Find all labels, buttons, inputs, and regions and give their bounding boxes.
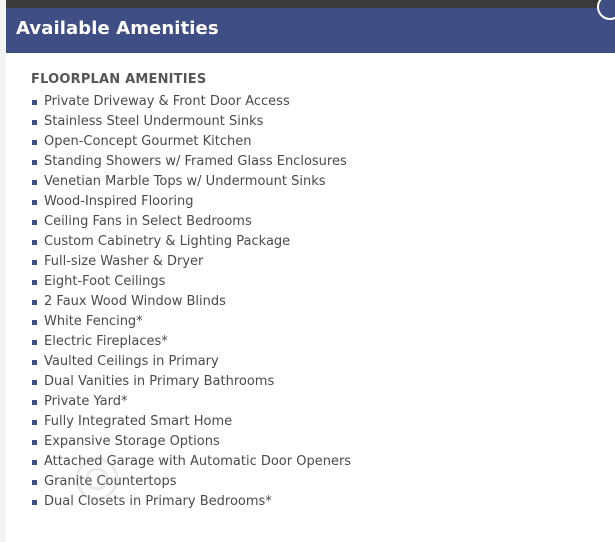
amenity-label: Dual Closets in Primary Bedrooms* — [44, 494, 272, 509]
modal-title: Available Amenities — [16, 18, 219, 39]
amenity-label: Stainless Steel Undermount Sinks — [44, 114, 264, 129]
square-bullet-icon — [32, 320, 37, 325]
amenity-item — [31, 112, 601, 132]
square-bullet-icon — [32, 500, 37, 505]
square-bullet-icon — [32, 180, 37, 185]
amenity-label: Full-size Washer & Dryer — [44, 254, 204, 269]
modal-body — [31, 72, 601, 512]
square-bullet-icon — [32, 400, 37, 405]
amenity-label: Eight-Foot Ceilings — [44, 274, 166, 289]
square-bullet-icon — [32, 220, 37, 225]
amenity-label: White Fencing* — [44, 314, 143, 329]
square-bullet-icon — [32, 200, 37, 205]
amenity-label: Granite Countertops — [44, 474, 177, 489]
square-bullet-icon — [32, 300, 37, 305]
square-bullet-icon — [32, 160, 37, 165]
amenity-item — [31, 292, 601, 312]
watermark-logo — [54, 454, 140, 504]
amenity-item — [31, 172, 601, 192]
amenity-item — [31, 92, 601, 112]
amenity-label: Dual Vanities in Primary Bathrooms — [44, 374, 275, 389]
square-bullet-icon — [32, 480, 37, 485]
square-bullet-icon — [32, 360, 37, 365]
amenity-item — [31, 252, 601, 272]
amenity-label: Attached Garage with Automatic Door Openers — [44, 454, 352, 469]
amenity-item — [31, 232, 601, 252]
amenity-label: 2 Faux Wood Window Blinds — [44, 294, 226, 309]
amenity-label: Electric Fireplaces* — [44, 334, 168, 349]
square-bullet-icon — [32, 260, 37, 265]
modal-header — [6, 8, 615, 53]
square-bullet-icon — [32, 240, 37, 245]
amenity-item — [31, 392, 601, 412]
square-bullet-icon — [32, 440, 37, 445]
amenity-label: Private Yard* — [44, 394, 128, 409]
amenity-item — [31, 192, 601, 212]
square-bullet-icon — [32, 140, 37, 145]
amenity-label: Venetian Marble Tops w/ Undermount Sinks — [44, 174, 326, 189]
amenity-label: Ceiling Fans in Select Bedrooms — [44, 214, 252, 229]
amenity-item — [31, 212, 601, 232]
amenity-label: Private Driveway & Front Door Access — [44, 94, 290, 109]
amenity-item — [31, 152, 601, 172]
amenity-item — [31, 372, 601, 392]
square-bullet-icon — [32, 120, 37, 125]
amenity-item — [31, 272, 601, 292]
amenity-label: Vaulted Ceilings in Primary — [44, 354, 219, 369]
amenity-label: Open-Concept Gourmet Kitchen — [44, 134, 252, 149]
amenity-label: Standing Showers w/ Framed Glass Enclosures — [44, 154, 347, 169]
square-bullet-icon — [32, 420, 37, 425]
amenity-item — [31, 432, 601, 452]
amenity-item — [31, 312, 601, 332]
amenity-item — [31, 412, 601, 432]
amenities-modal — [6, 8, 615, 542]
amenity-item — [31, 332, 601, 352]
square-bullet-icon — [32, 100, 37, 105]
square-bullet-icon — [32, 460, 37, 465]
amenity-label: Custom Cabinetry & Lighting Package — [44, 234, 291, 249]
amenity-label: Fully Integrated Smart Home — [44, 414, 233, 429]
section-heading: FLOORPLAN AMENITIES — [31, 72, 207, 87]
amenity-item — [31, 352, 601, 372]
square-bullet-icon — [32, 340, 37, 345]
square-bullet-icon — [32, 380, 37, 385]
amenity-label: Expansive Storage Options — [44, 434, 220, 449]
amenities-list — [31, 92, 601, 512]
square-bullet-icon — [32, 280, 37, 285]
amenity-label: Wood-Inspired Flooring — [44, 194, 194, 209]
amenity-item — [31, 132, 601, 152]
